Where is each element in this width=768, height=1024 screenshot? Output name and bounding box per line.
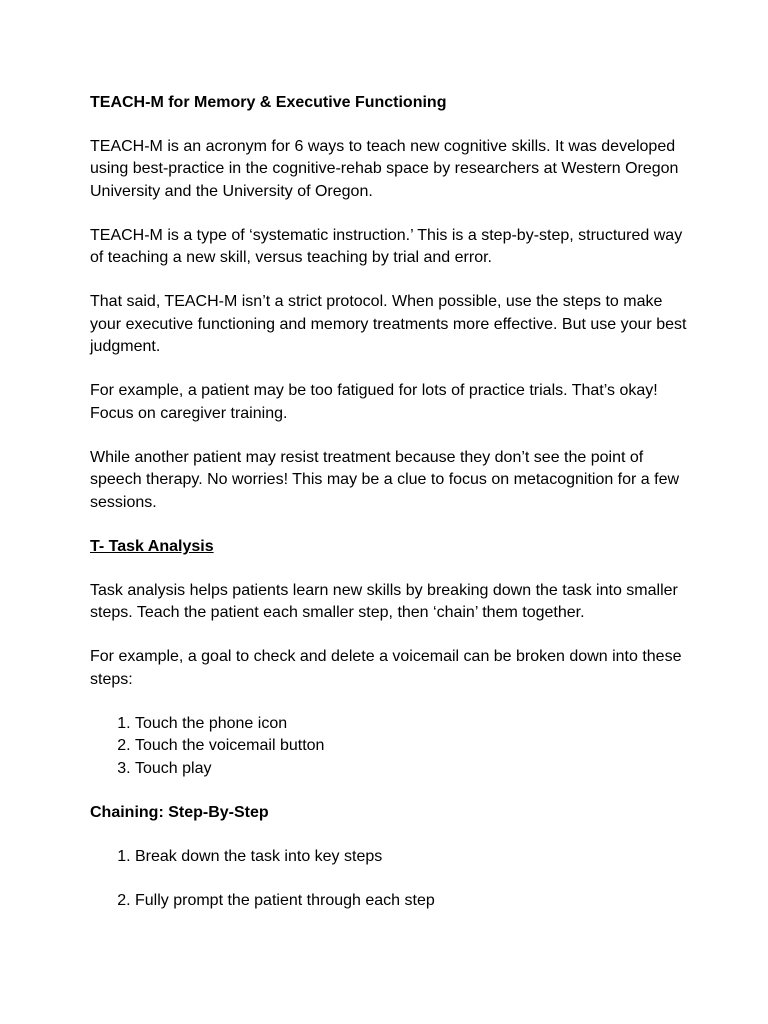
intro-paragraph-3: That said, TEACH-M isn’t a strict protocol. When possible, use the steps to make your executive functioning and memory treatments more effective. But use your best judgment.: [90, 293, 687, 356]
chaining-steps-list: [90, 846, 690, 913]
intro-paragraph-4: For example, a patient may be too fatigued for lots of practice trials. That’s okay! Focus on caregiver training.: [90, 382, 658, 422]
task-analysis-heading: T- Task Analysis: [90, 537, 214, 555]
list-item: 1. Break down the task into key steps: [135, 846, 690, 868]
intro-paragraph-5: While another patient may resist treatment because they don’t see the point of speech therapy. No worries! This may be a clue to focus on metacognition for a few sessions.: [90, 448, 680, 511]
intro-paragraph-2: TEACH-M is a type of ‘systematic instruction.’ This is a step-by-step, structured way of teaching a new skill, versus teaching by trial and error.: [90, 226, 683, 267]
task-analysis-paragraph-2: For example, a goal to check and delete a voicemail can be broken down into these steps:: [90, 648, 682, 688]
list-item: 2. Fully prompt the patient through each step: [135, 890, 690, 912]
intro-paragraph-1: TEACH-M is an acronym for 6 ways to teach new cognitive skills. It was developed using best-practice in the cognitive-rehab space by researchers at Western Oregon University and the University of Oregon.: [90, 138, 679, 200]
chaining-heading: Chaining: Step-By-Step: [90, 803, 269, 821]
document-page: [90, 92, 690, 935]
document-title: TEACH-M for Memory & Executive Functioning: [90, 94, 447, 111]
list-item: 3. Touch play: [135, 758, 690, 780]
list-item: 2. Touch the voicemail button: [135, 735, 690, 757]
list-item: 1. Touch the phone icon: [135, 713, 690, 735]
voicemail-steps-list: [90, 713, 690, 780]
task-analysis-paragraph-1: Task analysis helps patients learn new skills by breaking down the task into smaller steps. Teach the patient each smaller step, then ‘chain’ them together.: [90, 581, 678, 622]
